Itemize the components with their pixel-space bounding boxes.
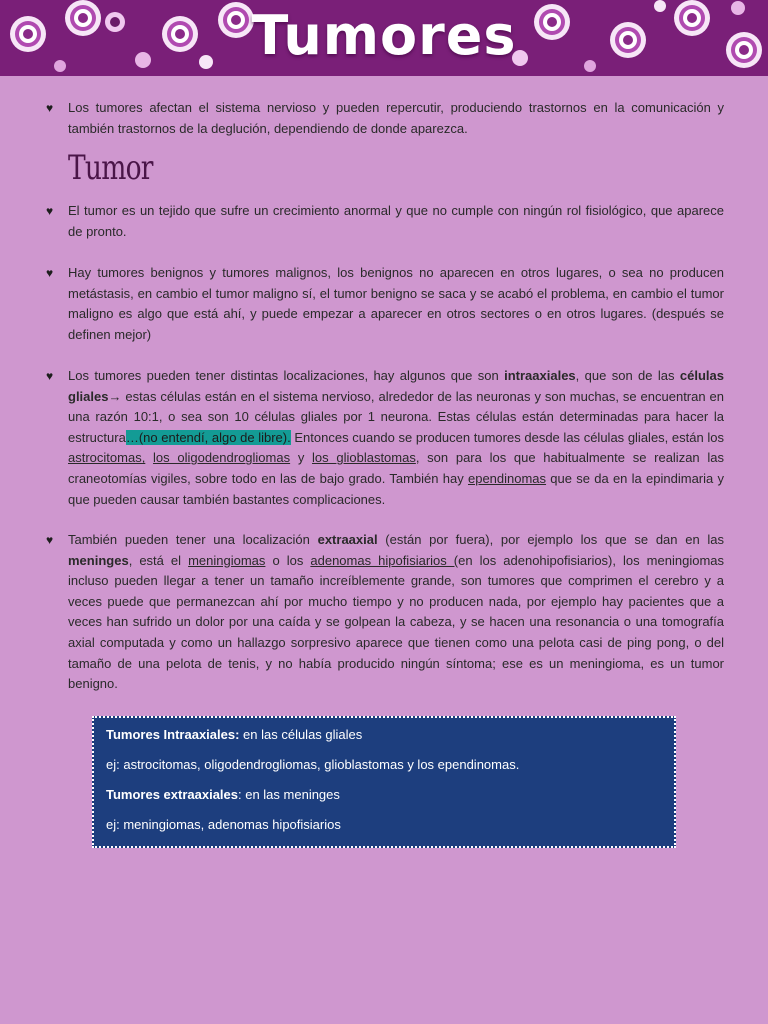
underlined-term: ependinomas — [467, 470, 547, 486]
bold-term: intraaxiales — [504, 368, 576, 383]
bold-term: células gliales — [68, 368, 724, 404]
header-banner — [0, 0, 768, 76]
list-item — [46, 98, 724, 139]
heart-bullet-icon: ♥ — [46, 266, 54, 280]
paragraph-text: Los tumores pueden tener distintas localizaciones, hay algunos que son intraaxiales, que son de las células gliales→ estas células están en el sistema nervioso, alrededor de las neuronas y son muchas, se encuentran en una razón 10:1, o sea son 10 células gliales por 1 neurona. Estas células están determinadas para hacer la estructura…(no entendí, algo de libre). Entonces cuando se producen tumores desde las células gliales, están los astrocitomas, los oligodendrogliomas y los glioblastomas, son para los que habitualmente se realizan las craneotomías vigiles, sobre todo en las de bajo grado. También hay ependinomas que se da en la epindimaria y que pueden causar también bastantes complicaciones. — [68, 368, 724, 507]
heart-bullet-icon: ♥ — [46, 204, 54, 218]
list-item — [46, 201, 724, 242]
list-item — [46, 530, 724, 695]
summary-box — [92, 716, 676, 848]
summary-line: ej: astrocitomas, oligodendrogliomas, glioblastomas y los ependinomas. — [106, 757, 520, 772]
paragraph-text: El tumor es un tejido que sufre un crecimiento anormal y que no cumple con ningún rol fisiológico, que aparece de pronto. — [68, 203, 724, 239]
heart-bullet-icon: ♥ — [46, 533, 54, 547]
underlined-term: los oligodendrogliomas — [153, 450, 291, 466]
bold-term: meninges — [68, 552, 129, 568]
heart-bullet-icon: ♥ — [46, 101, 54, 115]
page-title: Tumores — [251, 4, 517, 67]
paragraph-text: También pueden tener una localización extraaxial (están por fuera), por ejemplo los que se dan en las meninges, está el meningiomas o los adenomas hipofisiarios (en los adenohipofisiarios), los meningiomas incluso pueden llegar a tener un tamaño increíblemente grande, son tumores que comprimen el cerebro y a veces puede que permanezcan ahí por mucho tiempo y no producen nada, por ejemplo hay pacientes que a veces han sufrido un dolor por una caída y se golpean la cabeza, y se hacen una resonancia o una tomografía axial computada y como un hallazgo sorpresivo aparece que tienen como una pelota casi de ping pong, o del tamaño de una pelota de tenis, y no había producido ningún síntoma; ese es un meningioma, es un tumor benigno. — [68, 532, 724, 692]
list-item — [46, 263, 724, 345]
paragraph-text: Hay tumores benignos y tumores malignos, los benignos no aparecen en otros lugares, o sea no producen metástasis, en cambio el tumor maligno sí, el tumor benigno se saca y se acabó el problema, en cambio el tumor maligno es algo que está ahí, y puede empezar a aparecer en otros sectores o en otros lugares. (después se definen mejor) — [68, 265, 724, 342]
list-item — [46, 366, 724, 510]
underlined-term: los glioblastomas — [312, 450, 416, 466]
highlighted-note: …(no entendí, algo de libre). — [125, 429, 291, 445]
underlined-term: adenomas hipofisiarios ( — [310, 552, 459, 568]
summary-line: Tumores Intraaxiales: en las células gliales — [106, 727, 363, 742]
paragraph-text: Los tumores afectan el sistema nervioso y pueden repercutir, produciendo trastornos en la comunicación y también trastornos de la deglución, dependiendo de donde aparezca. — [68, 100, 724, 136]
summary-line: ej: meningiomas, adenomas hipofisiarios — [106, 817, 341, 832]
heart-bullet-icon: ♥ — [46, 369, 54, 383]
underlined-term: astrocitomas, — [68, 450, 146, 466]
underlined-term: meningiomas — [188, 552, 266, 568]
arrow-icon: → — [108, 388, 122, 404]
summary-line: Tumores extraaxiales: en las meninges — [106, 787, 340, 802]
bold-term: extraaxial — [317, 532, 378, 547]
section-heading: Tumor — [68, 148, 153, 188]
